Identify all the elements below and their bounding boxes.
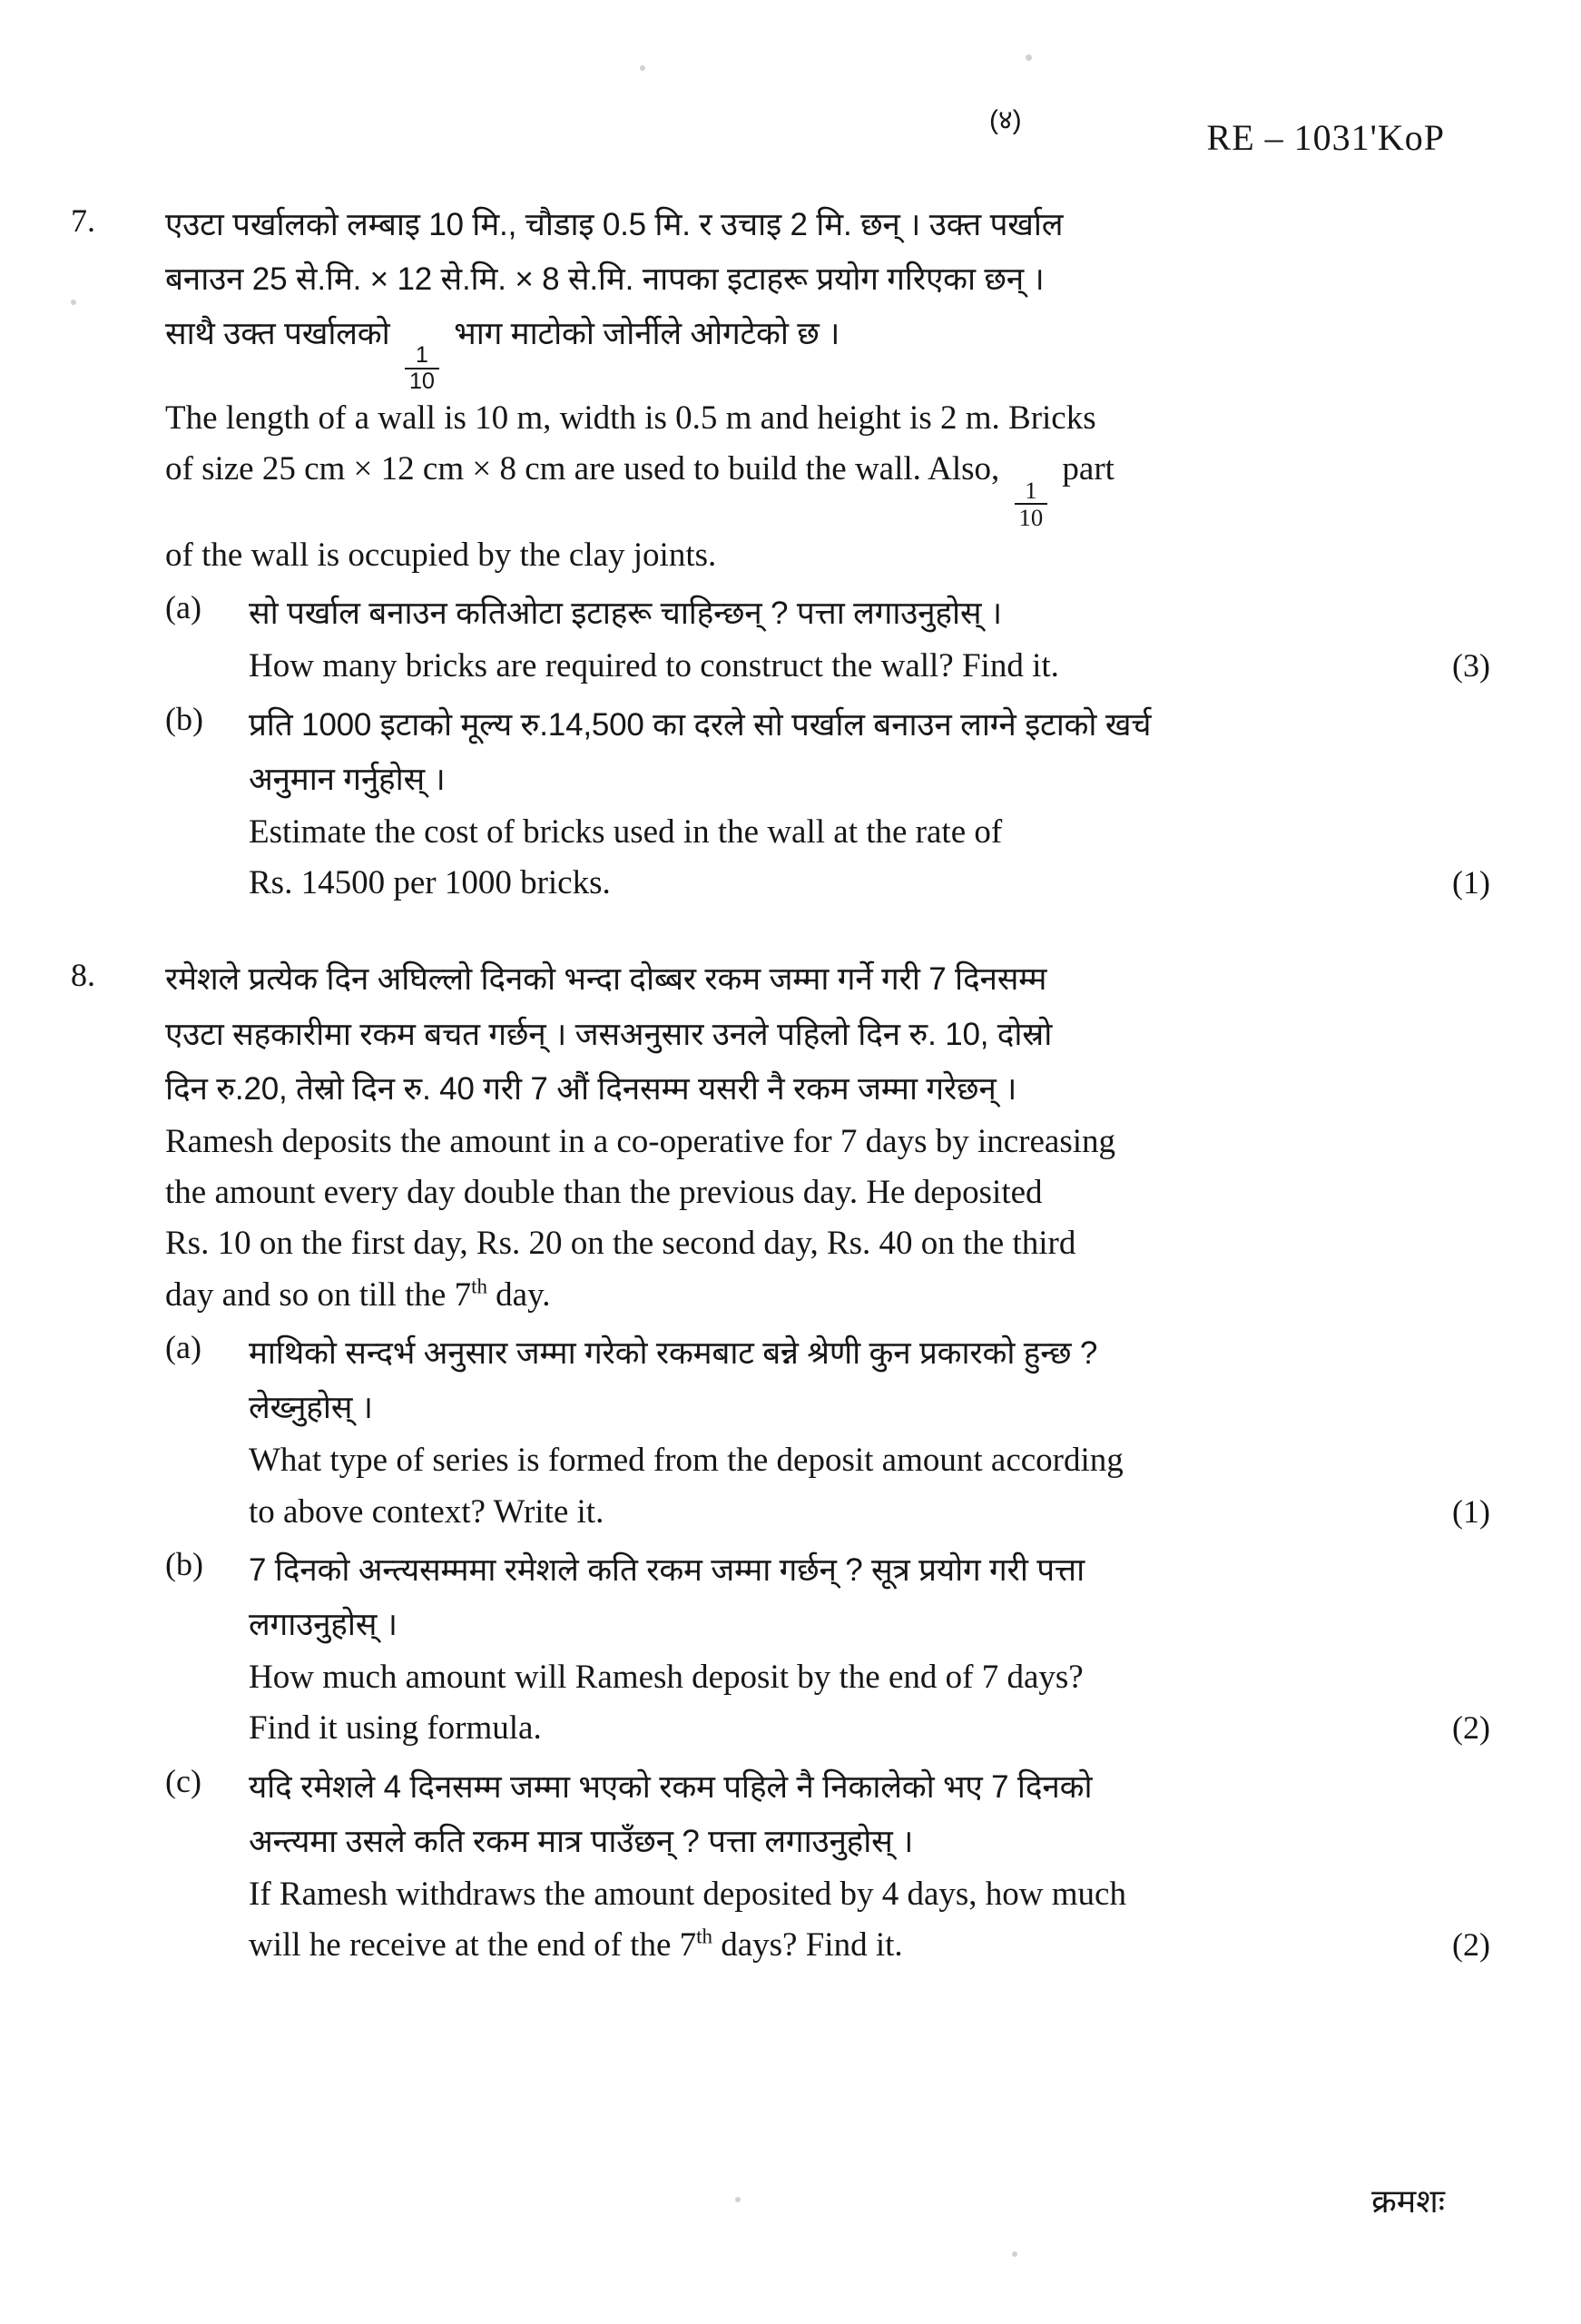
q7-part-b-label: (b)	[165, 700, 203, 737]
q8-part-c-en-2-pre: will he receive at the end of the 7	[249, 1926, 697, 1965]
fraction-denominator: 10	[1015, 503, 1048, 530]
question-7-number: 7.	[71, 202, 95, 239]
fraction-numerator: 1	[415, 341, 428, 368]
q8-stem-en-line3: Rs. 10 on the first day, Rs. 20 on the second day, Rs. 40 on the third	[165, 1225, 1076, 1263]
q8-part-c-marks: (2)	[1452, 1926, 1490, 1964]
page-number: (४)	[989, 105, 1022, 135]
q7-part-a-en: How many bricks are required to construct the wall? Find it.	[249, 647, 1059, 685]
question-8-number: 8.	[71, 957, 95, 994]
question-8	[54, 952, 1490, 1971]
q7-part-a-body	[249, 586, 1490, 692]
q7-fraction-one-tenth	[405, 341, 439, 394]
scan-speck	[640, 65, 645, 71]
q8-part-a	[165, 1326, 1490, 1538]
q7-part-a-marks: (3)	[1452, 647, 1490, 684]
q8-part-a-en-line1: What type of series is formed from the deposit amount according	[249, 1442, 1124, 1480]
q8-ordinal-suffix: th	[471, 1275, 487, 1298]
q8-stem-en-line4-post: day.	[486, 1275, 551, 1314]
q8-part-c-body	[249, 1760, 1490, 1972]
q7-part-a-en-line	[249, 641, 1490, 692]
q8-part-b-np-line2: लगाउनुहोस् ।	[249, 1606, 398, 1642]
q8-part-c-en-2-post: days? Find it.	[712, 1926, 903, 1965]
q7-stem-np-line2: बनाउन 25 से.मि. × 12 से.मि. × 8 से.मि. नापका इटाहरू प्रयोग गरिएका छन् ।	[165, 261, 1045, 298]
q8-part-c-np-line1: यदि रमेशले 4 दिनसम्म जम्मा भएको रकम पहिले नै निकालेको भए 7 दिनको	[249, 1768, 1093, 1805]
q7-part-b-en-line2	[249, 858, 1490, 909]
q7-stem-np-line3	[165, 307, 1490, 393]
q8-part-a-np-line1: माथिको सन्दर्भ अनुसार जम्मा गरेको रकमबाट बन्ने श्रेणी कुन प्रकारको हुन्छ ?	[249, 1334, 1098, 1371]
question-8-body	[165, 952, 1490, 1971]
paper-code: RE – 1031'KoP	[1206, 117, 1445, 158]
q8-part-b-np-line1: 7 दिनको अन्त्यसम्ममा रमेशले कति रकम जम्मा गर्छन् ? सूत्र प्रयोग गरी पत्ता	[249, 1551, 1085, 1588]
question-7	[54, 198, 1490, 909]
q8-part-a-body	[249, 1326, 1490, 1538]
q7-stem-np-line1: एउटा पर्खालको लम्बाइ 10 मि., चौडाइ 0.5 मि. र उचाइ 2 मि. छन् । उक्त पर्खाल	[165, 207, 1064, 242]
q7-stem-en-line3: of the wall is occupied by the clay joints.	[165, 536, 717, 574]
fraction-denominator: 10	[405, 368, 439, 393]
q8-stem-np-line1: रमेशले प्रत्येक दिन अघिल्लो दिनको भन्दा दोब्बर रकम जम्मा गर्ने गरी 7 दिनसम्म	[165, 961, 1047, 998]
q7-fraction-one-tenth-en	[1015, 478, 1048, 530]
q8-part-b-en-line1: How much amount will Ramesh deposit by the end of 7 days?	[249, 1659, 1084, 1697]
q7-part-b-marks: (1)	[1452, 864, 1490, 901]
questions-container	[54, 198, 1490, 1994]
q8-part-c	[165, 1760, 1490, 1972]
q7-part-b-en-2: Rs. 14500 per 1000 bricks.	[249, 864, 611, 902]
scan-speck	[1012, 2251, 1017, 2257]
q8-stem-en-line1: Ramesh deposits the amount in a co-operative for 7 days by increasing	[165, 1122, 1116, 1160]
q7-stem-en-line2-post: part	[1062, 450, 1115, 488]
q7-part-b-body	[249, 698, 1490, 910]
fraction-numerator: 1	[1025, 476, 1037, 504]
q7-part-a-label: (a)	[165, 589, 201, 626]
q8-part-c-np-line2: अन्त्यमा उसले कति रकम मात्र पाउँछन् ? पत्ता लगाउनुहोस् ।	[249, 1823, 914, 1859]
q7-part-b-np-line2: अनुमान गर्नुहोस् ।	[249, 761, 446, 797]
q8-part-a-en-2: to above context? Write it.	[249, 1492, 604, 1531]
q8-part-c-ordinal-suffix: th	[696, 1925, 712, 1948]
q8-part-b-label: (b)	[165, 1545, 203, 1582]
q8-part-c-label: (c)	[165, 1762, 201, 1799]
scan-speck	[1026, 54, 1032, 61]
q8-part-b-body	[249, 1543, 1490, 1755]
q7-stem-en-line1: The length of a wall is 10 m, width is 0.5 m and height is 2 m. Bricks	[165, 399, 1096, 438]
q8-part-c-en-line2	[249, 1920, 1490, 1971]
q8-part-b-en-2: Find it using formula.	[249, 1709, 542, 1748]
q7-stem-np-line3-post: भाग माटोको जोर्नीले ओगटेको छ ।	[454, 316, 840, 352]
q8-part-c-en-line1: If Ramesh withdraws the amount deposited by 4 days, how much	[249, 1875, 1126, 1913]
q7-part-a	[165, 586, 1490, 692]
q7-stem-np-line3-pre: साथै उक्त पर्खालको	[165, 316, 390, 352]
q7-stem-en-line2-pre: of size 25 cm × 12 cm × 8 cm are used to build the wall. Also,	[165, 450, 1000, 488]
q8-part-b-marks: (2)	[1452, 1709, 1490, 1747]
q8-stem-en-line2: the amount every day double than the previous day. He deposited	[165, 1174, 1043, 1212]
q7-part-b-np-line1: प्रति 1000 इटाको मूल्य रु.14,500 का दरले सो पर्खाल बनाउन लाग्ने इटाको खर्च	[249, 706, 1152, 743]
q7-part-b	[165, 698, 1490, 910]
q8-part-a-marks: (1)	[1452, 1492, 1490, 1530]
q8-part-b	[165, 1543, 1490, 1755]
q8-stem-en-line4-pre: day and so on till the 7	[165, 1275, 472, 1314]
q7-stem-en-line2	[165, 444, 1490, 530]
q8-stem-np-line2: एउटा सहकारीमा रकम बचत गर्छन् । जसअनुसार उनले पहिलो दिन रु. 10, दोस्रो	[165, 1016, 1053, 1052]
q7-part-a-np: सो पर्खाल बनाउन कतिओटा इटाहरू चाहिन्छन् ? पत्ता लगाउनुहोस् ।	[249, 596, 1002, 632]
q8-stem-np-line3: दिन रु.20, तेस्रो दिन रु. 40 गरी 7 औं दिनसम्म यसरी नै रकम जम्मा गरेछन् ।	[165, 1070, 1017, 1107]
q8-part-a-np-line2: लेख्नुहोस् ।	[249, 1390, 373, 1426]
scan-speck	[735, 2197, 741, 2202]
q7-part-b-en-line1: Estimate the cost of bricks used in the wall at the rate of	[249, 812, 1003, 851]
q8-part-a-label: (a)	[165, 1328, 201, 1365]
q8-stem-en-line4	[165, 1270, 1490, 1321]
q8-part-b-en-line2	[249, 1703, 1490, 1754]
question-7-body	[165, 198, 1490, 909]
q8-part-a-en-line2	[249, 1487, 1490, 1538]
continued-label: क्रमशः	[1371, 2182, 1445, 2220]
